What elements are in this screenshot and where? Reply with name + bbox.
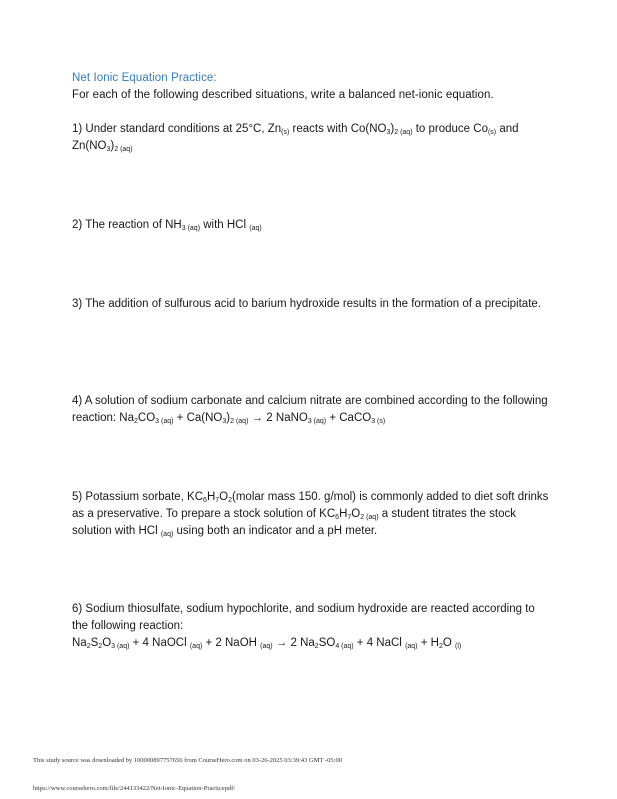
subscript: 2 [438,643,443,650]
question-3 [72,296,552,313]
subscript: 3 [106,146,111,153]
subscript: (aq) [160,531,174,538]
question-text: ) [390,123,395,135]
question-text: Under standard conditions at 25°C, Zn [85,123,282,135]
subscript: 2 (aq) [230,418,249,425]
subscript: (s) [281,129,290,136]
question-number: 5) [72,491,86,503]
question-text: (molar mass 150. g/mol) is commonly added to diet soft drinks as a preservative. To prepare a stock solution of KC [72,491,549,520]
question-text: + 2 NaOH [202,637,261,649]
question-number: 4) [72,395,85,407]
question-text: CO [137,412,156,424]
question-text: H [339,508,348,520]
question-text: H [206,491,216,503]
subscript: 2 [134,418,138,425]
subscript: (s) [487,129,497,136]
question-text: ) [110,140,115,152]
question-text: + Ca(NO [173,412,223,424]
question-text: to produce Co [412,123,488,135]
question-4 [72,393,552,427]
question-text: a student titrates the stock solution with HCl [72,508,516,537]
question-text: ) [226,412,231,424]
question-number: 6) [72,603,86,615]
subscript: (aq) [405,643,418,650]
subscript: 2 [86,643,91,650]
subscript: 6 [203,497,207,504]
question-text: The addition of sulfurous acid to barium hydroxide results in the formation of a precipitate. [85,298,541,310]
subscript: 6 [335,514,340,521]
download-notice: This study source was downloaded by 100000897757656 from CourseHero.com on 03-26-2025 03:39:43 GMT -05:00 [33,757,342,764]
subscript: 2 (aq) [360,514,379,521]
subscript: (aq) [260,643,273,650]
question-text: O [102,637,112,649]
question-text: and Zn(NO [72,123,519,152]
question-text: SO [318,637,336,649]
subscript: 2 [228,497,233,504]
question-text: O [219,491,229,503]
question-text: S [90,637,99,649]
subscript: 3 [222,418,227,425]
question-text: Potassium sorbate, KC [85,491,204,503]
question-text: → 2 Na [272,637,315,649]
question-text: Na [72,637,87,649]
question-text: using both an indicator and a pH meter. [173,525,378,537]
subscript: 2 (aq) [394,129,413,136]
instructions-text: For each of the following described situations, write a balanced net-ionic equation. [72,89,494,101]
question-text: → 2 NaNO [248,412,308,424]
subscript: (aq) [249,225,262,232]
question-6 [72,601,552,652]
subscript: (l) [454,643,462,650]
question-text: The reaction of NH [85,219,182,231]
subscript: 2 (aq) [114,146,133,153]
subscript: 2 [314,643,319,650]
question-text: O [442,637,455,649]
question-text: Sodium thiosulfate, sodium hypochlorite, and sodium hydroxide are reacted according to the following reaction: [72,603,535,632]
question-text: A solution of sodium carbonate and calcium nitrate are combined according to the following reaction: Na [72,395,548,424]
question-text: + CaCO [326,412,372,424]
question-number: 3) [72,298,86,310]
question-text: with HCl [200,219,250,231]
subscript: (aq) [189,643,203,650]
question-text: reacts with Co(NO [289,123,387,135]
question-text: + 4 NaOCl [129,637,190,649]
subscript: 2 [98,643,103,650]
question-1 [72,121,552,155]
subscript: 3 (aq) [155,418,174,425]
subscript: 7 [215,497,220,504]
page-title: Net Ionic Equation Practice: [72,72,217,84]
question-5 [72,489,552,540]
question-number: 1) [72,123,86,135]
question-text: O [351,508,361,520]
question-text: + H [417,637,439,649]
subscript: 3 (aq) [111,643,130,650]
question-2 [72,217,552,234]
question-text: + 4 NaCl [353,637,406,649]
question-number: 2) [72,219,86,231]
subscript: 3 (s) [371,418,386,425]
source-url-link[interactable]: https://www.coursehero.com/file/244133422/Net-Ionic-Equation-Practicepdf/ [33,785,236,792]
subscript: 3 (aq) [307,418,327,425]
subscript: 3 (aq) [181,225,201,232]
subscript: 7 [347,514,352,521]
subscript: 3 [386,129,391,136]
subscript: 4 (aq) [335,643,354,650]
